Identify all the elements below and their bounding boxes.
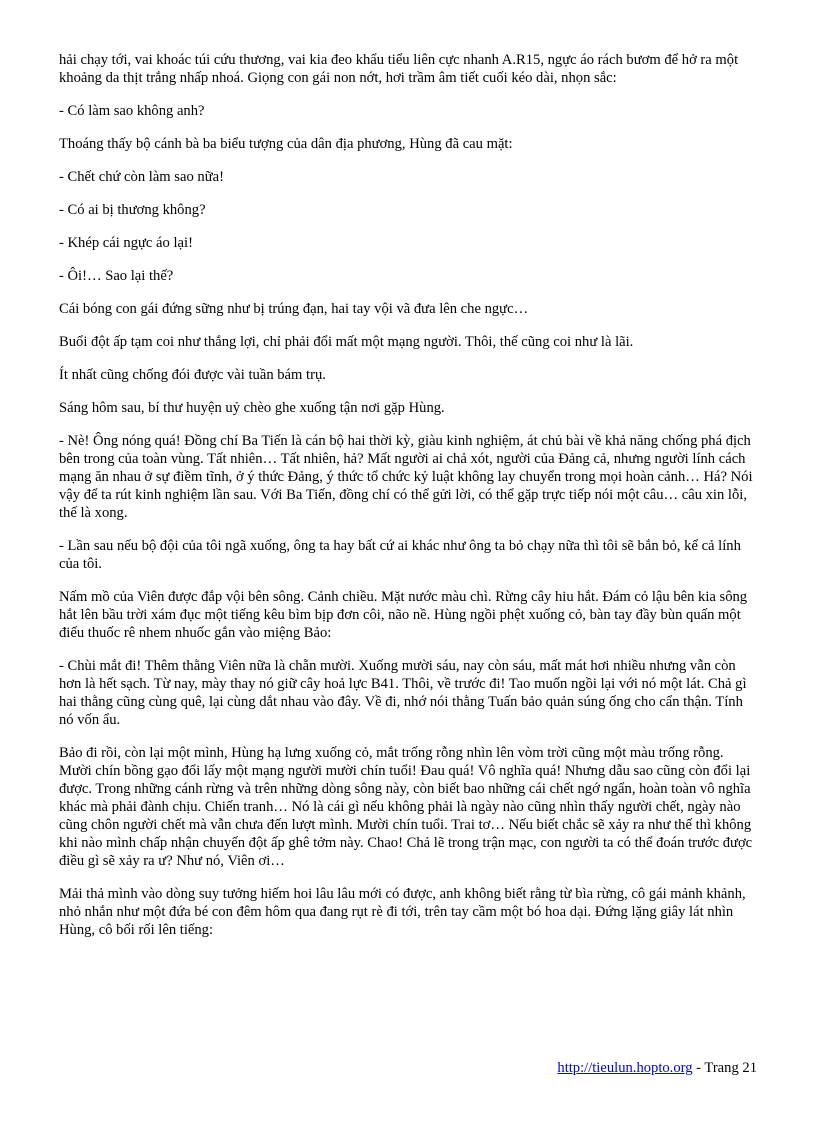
paragraph: Bảo đi rồi, còn lại một mình, Hùng hạ lưng xuống cỏ, mắt trống rỗng nhìn lên vòm trời cũng một màu trống rỗng. Mười chín bồng gạo đổi lấy một mạng người mười chín tuổi! Đau quá! Vô nghĩa quá! Nhưng dẫu sao cũng còn đổi lại được. Trong những cánh rừng và trên những dòng sông này, còn biết bao những cái chết ngớ ngẩn, hoàn toàn vô nghĩa khác mà phải đành chịu. Chiến tranh… Nó là cái gì nếu không phải là ngày nào cũng nhìn thấy người chết, ngày nào cũng chôn người chết mà vẫn chưa đến lượt mình. Mười chín tuổi. Trai tơ… Nếu biết chắc sẽ xảy ra như thế thì không khi nào mình chấp nhận chuyến đột ấp ghê tởm này. Chao! Chả lẽ trong trận mạc, con người ta có thể đoán trước được điều gì sẽ xảy ra ư? Như nó, Viên ơi… — [59, 745, 753, 869]
paragraph: Cái bóng con gái đứng sững như bị trúng đạn, hai tay vội vã đưa lên che ngực… — [59, 301, 529, 317]
paragraph: - Ôi!… Sao lại thế? — [59, 268, 174, 284]
paragraph: - Chùi mắt đi! Thêm thằng Viên nữa là chẵn mười. Xuống mười sáu, nay còn sáu, mất mát hơi nhiều nhưng vẫn còn hơn là hết sạch. Từ nay, mày thay nó giữ cây hoả lực B41. Thôi, về trước đi! Tao muốn ngồi lại với nó một lát. Chả gì hai thằng cũng cùng quê, lại cùng dắt nhau vào đây. Về đi, nhớ nói thằng Tuấn bảo quản súng ống cho cẩn thận. Tính nó vốn ẩu. — [59, 658, 747, 728]
paragraph: Thoáng thấy bộ cánh bà ba biểu tượng của dân địa phương, Hùng đã cau mặt: — [59, 136, 513, 152]
paragraph: - Khép cái ngực áo lại! — [59, 235, 193, 251]
paragraph: hải chạy tới, vai khoác túi cứu thương, vai kia đeo khẩu tiểu liên cực nhanh A.R15, ngực áo rách bươm để hở ra một khoảng da thịt trắng nhấp nhoá. Giọng con gái non nớt, hơi trầm âm tiết cuối kéo dài, nhọn sắc: — [59, 52, 739, 86]
paragraph: - Có ai bị thương không? — [59, 202, 206, 218]
paragraph: Ít nhất cũng chống đói được vài tuần bám trụ. — [59, 367, 326, 383]
footer-link[interactable]: http://tieulun.hopto.org — [557, 1060, 693, 1076]
paragraph: Sáng hôm sau, bí thư huyện uỷ chèo ghe xuống tận nơi gặp Hùng. — [59, 400, 445, 416]
body-text — [59, 51, 759, 954]
page-footer — [557, 1059, 757, 1077]
page-number: - Trang 21 — [692, 1060, 757, 1076]
paragraph: - Lần sau nếu bộ đội của tôi ngã xuống, ông ta hay bất cứ ai khác như ông ta bỏ chạy nữa thì tôi sẽ bắn bỏ, kể cả lính của tôi. — [59, 538, 741, 572]
paragraph: Nấm mồ của Viên được đắp vội bên sông. Cảnh chiều. Mặt nước màu chì. Rừng cây hiu hắt. Đám cỏ lậu bên kia sông hắt lên bầu trời xám đục một tiếng kêu bìm bịp đơn côi, não nề. Hùng ngồi phệt xuống cỏ, bàn tay đầy bùn quấn một điếu thuốc rê nhem nhuốc gắn vào miệng Bảo: — [59, 589, 748, 641]
paragraph: - Có làm sao không anh? — [59, 103, 205, 119]
paragraph: - Chết chứ còn làm sao nữa! — [59, 169, 224, 185]
paragraph: - Nè! Ông nóng quá! Đồng chí Ba Tiến là cán bộ hai thời kỳ, giàu kinh nghiệm, át chủ bài về khả năng chống phá địch bên trong của toàn vùng. Tất nhiên… Tất nhiên, hả? Mất người ai chả xót, người của Đảng cả, nhưng người lính cách mạng ăn nhau ở sự điềm tĩnh, ở ý thức Đảng, ý thức tổ chức kỷ luật không lay chuyển trong mọi hoàn cảnh… Há? Nói vậy để ta rút kinh nghiệm lần sau. Với Ba Tiến, đồng chí có thể gửi lời, có thể gặp trực tiếp nói một câu… câu xin lỗi, thế là xong. — [59, 433, 753, 521]
paragraph: Mải thả mình vào dòng suy tưởng hiếm hoi lâu lâu mới có được, anh không biết rằng từ bìa rừng, cô gái mảnh khảnh, nhỏ nhắn như một đứa bé con đêm hôm qua đang rụt rè đi tới, trên tay cầm một bó hoa dại. Đứng lặng giây lát nhìn Hùng, cô bối rối lên tiếng: — [59, 886, 746, 938]
paragraph: Buổi đột ấp tạm coi như thắng lợi, chỉ phải đổi mất một mạng người. Thôi, thế cũng coi như là lãi. — [59, 334, 634, 350]
